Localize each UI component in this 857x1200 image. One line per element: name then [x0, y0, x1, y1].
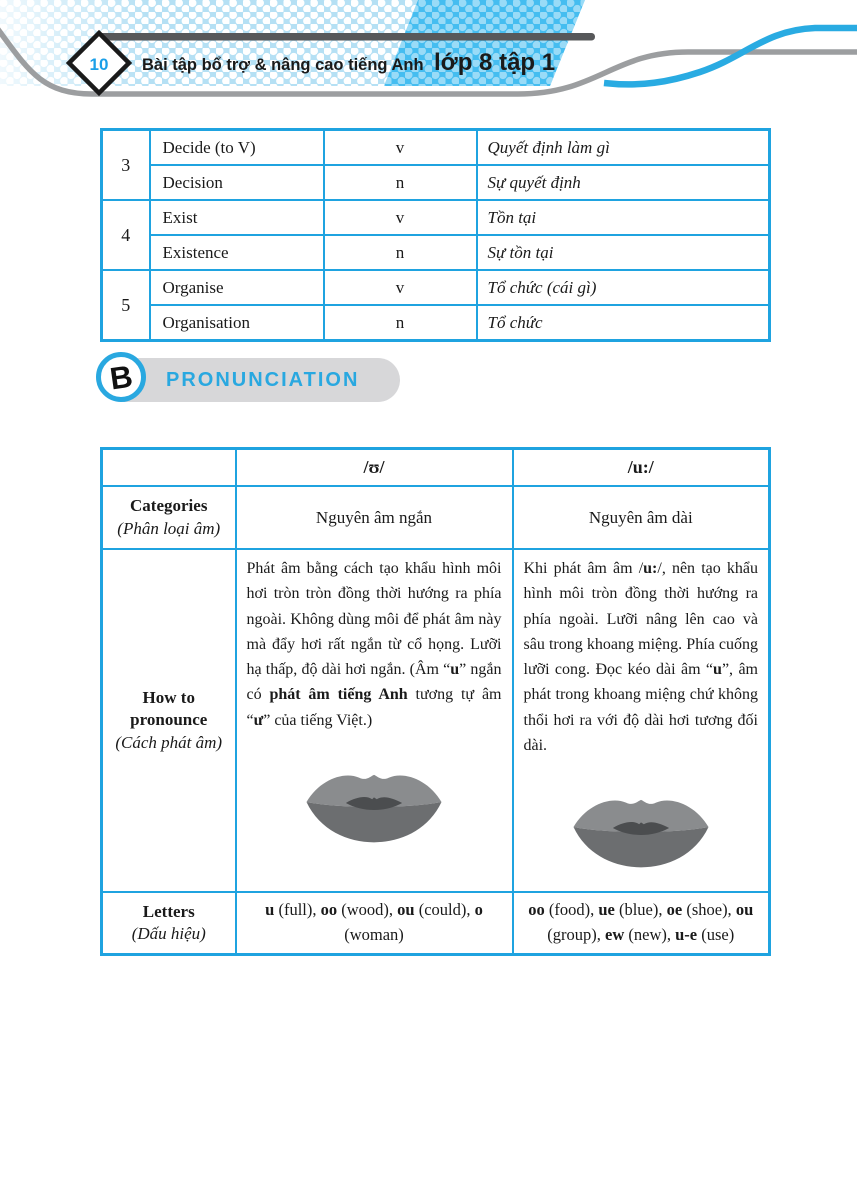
row-number: 3 [102, 130, 150, 201]
phoneme-short-header: /ʊ/ [236, 449, 513, 487]
howto-sublabel: (Cách phát âm) [115, 732, 223, 752]
table-row [102, 486, 770, 549]
pos-cell: v [324, 130, 477, 166]
book-subtitle: lớp 8 tập 1 [434, 49, 556, 76]
word-cell: Decision [150, 165, 324, 200]
section-badge-letter: B [107, 358, 135, 396]
table-row [102, 449, 770, 487]
letters-short-cell: u (full), oo (wood), ou (could), o (woman) [236, 892, 513, 954]
meaning-cell: Tổ chức [477, 305, 770, 341]
table-row [102, 200, 770, 235]
lips-icon [299, 755, 449, 849]
category-long-cell: Nguyên âm dài [513, 486, 770, 549]
howto-short-cell [236, 549, 513, 892]
howto-long-cell [513, 549, 770, 892]
word-cell: Organise [150, 270, 324, 305]
word-cell: Existence [150, 235, 324, 270]
band-left-fade [0, 0, 150, 86]
table-row [102, 235, 770, 270]
howto-long-text: Khi phát âm âm /u:/, nên tạo khẩu hình môi tròn đồng thời hướng ra phía ngoài. Lưỡi nâng lên cao và sâu trong khoang miệng. Phía cuống lưỡi cong. Đọc kéo dài âm “u”, âm phát trong khoang miệng chứ không thổi hơi ra với độ dài hơi tương đối dài. [523, 560, 758, 754]
phoneme-long-header: /u:/ [513, 449, 770, 487]
howto-label-cell [102, 549, 236, 892]
letters-label-cell [102, 892, 236, 954]
pos-cell: n [324, 235, 477, 270]
meaning-cell: Tổ chức (cái gì) [477, 270, 770, 305]
row-number: 4 [102, 200, 150, 270]
table-row [102, 305, 770, 341]
letters-sublabel: (Dấu hiệu) [131, 923, 206, 943]
pos-cell: v [324, 200, 477, 235]
word-cell: Organisation [150, 305, 324, 341]
section-banner [102, 358, 400, 402]
table-row [102, 549, 770, 892]
pos-cell: n [324, 305, 477, 341]
meaning-cell: Sự quyết định [477, 165, 770, 200]
meaning-cell: Quyết định làm gì [477, 130, 770, 166]
meaning-cell: Sự tồn tại [477, 235, 770, 270]
vocabulary-table [100, 128, 771, 342]
table-row [102, 892, 770, 954]
book-title: Bài tập bổ trợ & nâng cao tiếng Anh [142, 56, 424, 74]
table-row [102, 165, 770, 200]
category-short-cell: Nguyên âm ngắn [236, 486, 513, 549]
row-number: 5 [102, 270, 150, 341]
page-number: 10 [89, 55, 109, 74]
lips-icon [566, 780, 716, 874]
section-badge [96, 352, 146, 402]
word-cell: Exist [150, 200, 324, 235]
categories-label: Categories [130, 496, 208, 516]
top-bar [98, 33, 595, 41]
section-title: PRONUNCIATION [166, 368, 360, 391]
pos-cell: v [324, 270, 477, 305]
letters-long-cell: oo (food), ue (blue), oe (shoe), ou (group), ew (new), u-e (use) [513, 892, 770, 954]
table-row [102, 270, 770, 305]
pronunciation-table [100, 447, 771, 956]
corner-cell [102, 449, 236, 487]
categories-sublabel: (Phân loại âm) [117, 518, 221, 538]
letters-label: Letters [142, 901, 195, 921]
howto-short-text: Phát âm bằng cách tạo khẩu hình môi hơi tròn tròn đồng thời hướng ra phía ngoài. Không dùng môi để phát âm này mà đẩy hơi rất ngắn từ cổ họng. Lưỡi hạ thấp, độ dài hơi ngắn. (Âm “u” ngắn có phát âm tiếng Anh tương tự âm “ư” của tiếng Việt.) [246, 560, 502, 729]
word-cell: Decide (to V) [150, 130, 324, 166]
meaning-cell: Tồn tại [477, 200, 770, 235]
pos-cell: n [324, 165, 477, 200]
categories-label-cell [102, 486, 236, 549]
howto-label: How to pronounce [130, 688, 208, 730]
table-row [102, 130, 770, 166]
